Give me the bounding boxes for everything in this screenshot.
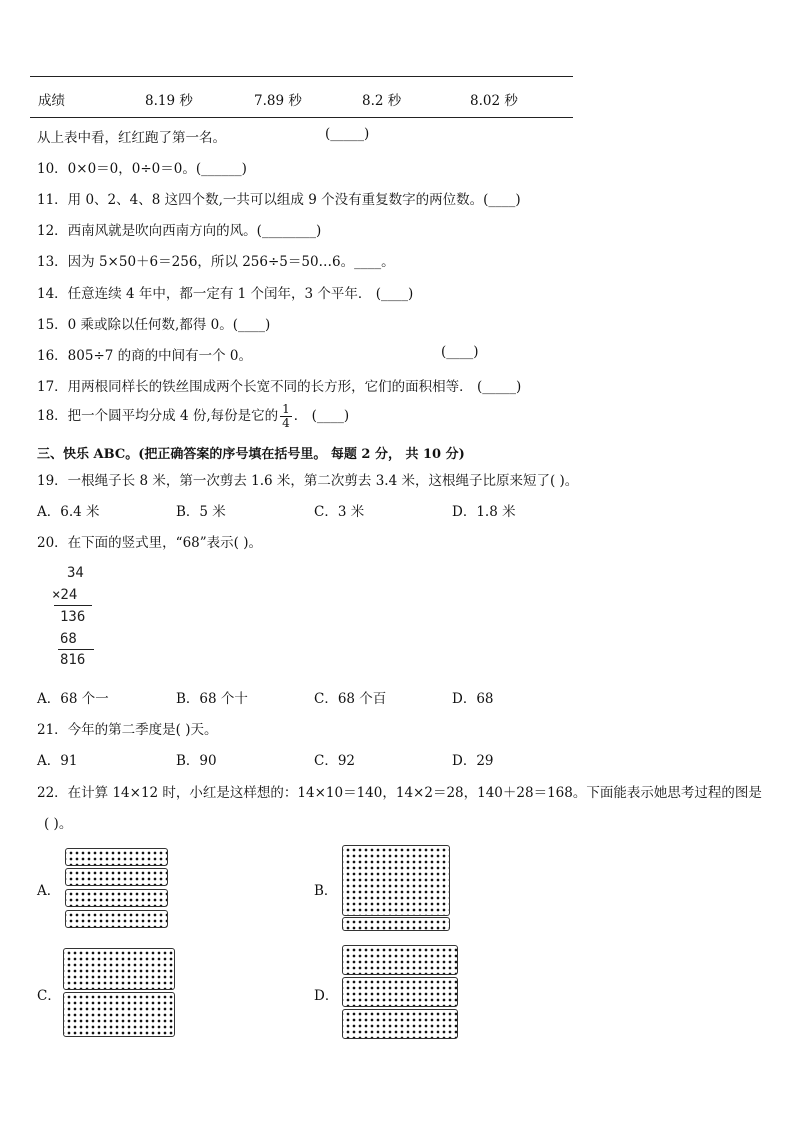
option-c: C．92: [314, 753, 356, 769]
table-cell: 8.2 秒: [362, 93, 402, 109]
answer-blank: (____): [441, 344, 479, 360]
option-c: C．: [37, 988, 61, 1004]
fraction: [280, 403, 292, 430]
option-a: A．6.4 米: [37, 504, 100, 520]
question-14: 14．任意连续 4 年中，都一定有 1 个闰年，3 个平年． (____): [37, 286, 414, 302]
table-cell: 8.02 秒: [470, 93, 518, 109]
fraction-numerator: 1: [282, 402, 290, 416]
question-18: [37, 403, 349, 430]
table-row-label: 成绩: [38, 93, 65, 109]
dot-array-picture: [65, 848, 168, 866]
option-b: B．5 米: [176, 504, 226, 520]
fraction-denominator: 4: [282, 416, 290, 430]
vertical-partial-2: 68: [60, 631, 77, 647]
option-c: C．3 米: [314, 504, 365, 520]
answer-blank: (_____): [325, 126, 370, 142]
dot-array-picture: [342, 1009, 458, 1039]
vertical-rule: [58, 649, 94, 650]
vertical-product: 816: [60, 652, 86, 668]
question-12: 12．西南风就是吹向西南方向的风。(________): [37, 223, 322, 239]
question-22-blank: ( )。: [44, 816, 73, 832]
question-18-blank: ． (____): [293, 408, 350, 424]
vertical-partial-1: 136: [60, 609, 86, 625]
question-15: 15．0 乘或除以任何数,都得 0。(____): [37, 317, 271, 333]
option-d: D．1.8 米: [452, 504, 516, 520]
vertical-rule: [54, 605, 92, 606]
option-d: D．68: [452, 691, 494, 707]
question-21: 21．今年的第二季度是( )天。: [37, 722, 218, 738]
vertical-multiplier: ×24: [52, 587, 78, 603]
option-b: B．68 个十: [176, 691, 248, 707]
question-19: 19．一根绳子长 8 米，第一次剪去 1.6 米，第二次剪去 3.4 米，这根绳子比原来短了( )。: [37, 473, 579, 489]
question-10: 10．0×0＝0，0÷0＝0。(______): [37, 161, 247, 177]
option-b: B．90: [176, 753, 217, 769]
table-bottom-rule: [30, 117, 573, 118]
vertical-multiplicand: 34: [67, 565, 84, 581]
option-d: D．: [314, 988, 339, 1004]
question-20: 20．在下面的竖式里，“68”表示( )。: [37, 535, 262, 551]
dot-array-picture: [65, 889, 168, 907]
question-13: 13．因为 5×50＋6＝256，所以 256÷5＝50…6。____。: [37, 254, 395, 270]
option-a: A．: [37, 883, 61, 899]
table-cell: 8.19 秒: [145, 93, 193, 109]
dot-array-picture: [342, 917, 450, 931]
question-22: 22．在计算 14×12 时，小红是这样想的：14×10＝140，14×2＝28，140＋28＝168。下面能表示她思考过程的图是: [37, 785, 762, 801]
dot-array-picture: [342, 945, 458, 975]
option-d: D．29: [452, 753, 494, 769]
question-text: 从上表中看，红红跑了第一名。: [37, 130, 226, 146]
option-a: A．91: [37, 753, 78, 769]
option-a: A．68 个一: [37, 691, 109, 707]
dot-array-picture: [65, 868, 168, 886]
dot-array-picture: [342, 845, 450, 916]
question-16: 16．805÷7 的商的中间有一个 0。: [37, 348, 253, 364]
option-c: C．68 个百: [314, 691, 387, 707]
dot-array-picture: [342, 977, 458, 1007]
dot-array-picture: [63, 948, 175, 990]
question-11: 11．用 0、2、4、8 这四个数,一共可以组成 9 个没有重复数字的两位数。(____): [37, 192, 521, 208]
table-top-rule: [30, 76, 573, 77]
question-18-text: 18．把一个圆平均分成 4 份,每份是它的: [37, 408, 279, 424]
dot-array-picture: [65, 910, 168, 928]
dot-array-picture: [63, 992, 175, 1037]
question-17: 17．用两根同样长的铁丝围成两个长宽不同的长方形，它们的面积相等． (_____): [37, 379, 522, 395]
table-cell: 7.89 秒: [254, 93, 302, 109]
section-heading: 三、快乐 ABC。(把正确答案的序号填在括号里。 每题 2 分， 共 10 分): [37, 447, 465, 462]
option-b: B．: [314, 883, 338, 899]
